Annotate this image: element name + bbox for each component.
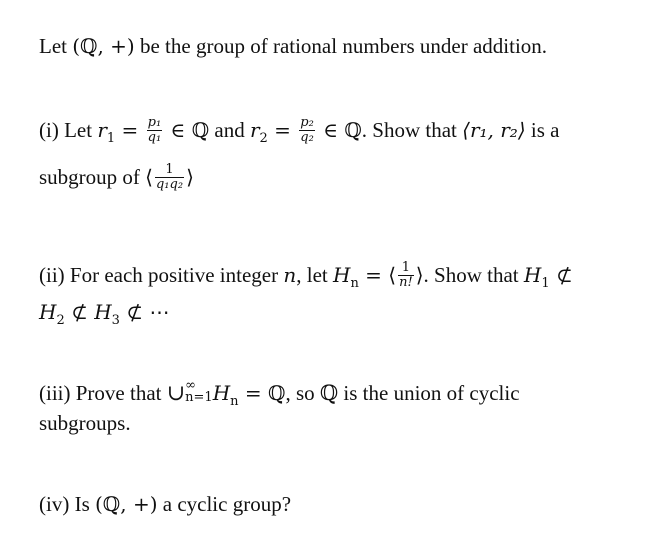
fraction-denominator: n! [399,274,413,290]
fraction-numerator: 1 [398,261,414,276]
group-notation: (ℚ, +) [72,34,135,58]
n-var: n [283,263,297,287]
subgroups-text: subgroups. [39,411,131,435]
union-lower-limit: n=1 [185,390,213,406]
r1-var: $r_1$ [97,118,116,146]
not-subset-symbol: ⊄ [119,300,150,324]
r2-var: $r_2$ [249,118,268,146]
h2-var: $H_2$ [39,300,65,328]
equals-q: = ℚ [238,381,286,405]
left-angle: ⟨ [388,263,397,287]
not-subset-symbol: ⊄ [64,300,95,324]
part-i-line-2 [39,161,194,194]
hn-var: $H_n$ [212,381,239,409]
generated-subgroup: ⟨r₁, r₂⟩ [462,118,526,142]
h3-var: $H_3$ [94,300,120,328]
part-iii-label: (iii) Prove that [39,381,167,405]
part-ii-line-1 [39,259,573,297]
fraction-numerator: 1 [155,163,184,178]
fraction-numerator: p₁ [147,114,162,130]
fraction-denominator: q₂ [300,129,314,145]
intro-text-1: Let [39,34,73,58]
part-i-label: (i) Let [39,118,98,142]
union-limits [185,380,213,404]
element-of-q-2: ∈ ℚ [316,118,362,142]
union-symbol: ∪ [166,381,186,406]
part-iii-rest: , so ℚ is the union of cyclic [285,381,520,405]
is-a-text: is a [525,118,560,142]
intro-text-2: be the group of rational numbers under addition. [134,34,548,58]
part-iv-line [39,491,291,517]
element-of-q: ∈ ℚ [164,118,210,142]
hn-var: $H_n$ [332,263,359,291]
fraction-denominator: q₁q₂ [155,176,184,192]
fraction-p1-q1 [147,116,163,145]
part-iii-line-2 [39,410,131,436]
equals-sign: = [358,263,389,287]
union-upper-limit: ∞ [185,378,197,394]
let-text: , let [296,263,333,287]
h1-var: $H_1$ [523,263,550,291]
part-iv-rest: a cyclic group? [157,492,292,516]
fraction-numerator: p₂ [300,114,314,130]
subgroup-of-text: subgroup of [39,165,146,189]
left-angle: ⟨ [145,165,153,189]
right-angle: ⟩ [186,165,194,189]
show-that-text: . Show that [423,263,524,287]
not-subset-symbol: ⊄ [549,263,573,287]
and-text: and [209,118,250,142]
part-ii-line-2 [39,299,169,334]
show-that-text: . Show that [361,118,463,142]
fraction-one-over-n-factorial [398,261,414,290]
part-iv-label: (iv) Is [39,492,95,516]
part-ii-label: (ii) For each positive integer [39,263,284,287]
ellipsis: ⋯ [149,300,170,324]
equals-sign-2: = [267,118,298,142]
fraction-denominator: q₁ [147,129,162,145]
equals-sign: = [115,118,145,142]
fraction-one-over-q1q2 [155,163,184,192]
part-i-line-1 [39,114,560,152]
fraction-p2-q2 [299,116,315,145]
group-notation: (ℚ, +) [95,492,158,516]
intro-statement [39,33,547,59]
right-angle: ⟩ [415,263,424,287]
